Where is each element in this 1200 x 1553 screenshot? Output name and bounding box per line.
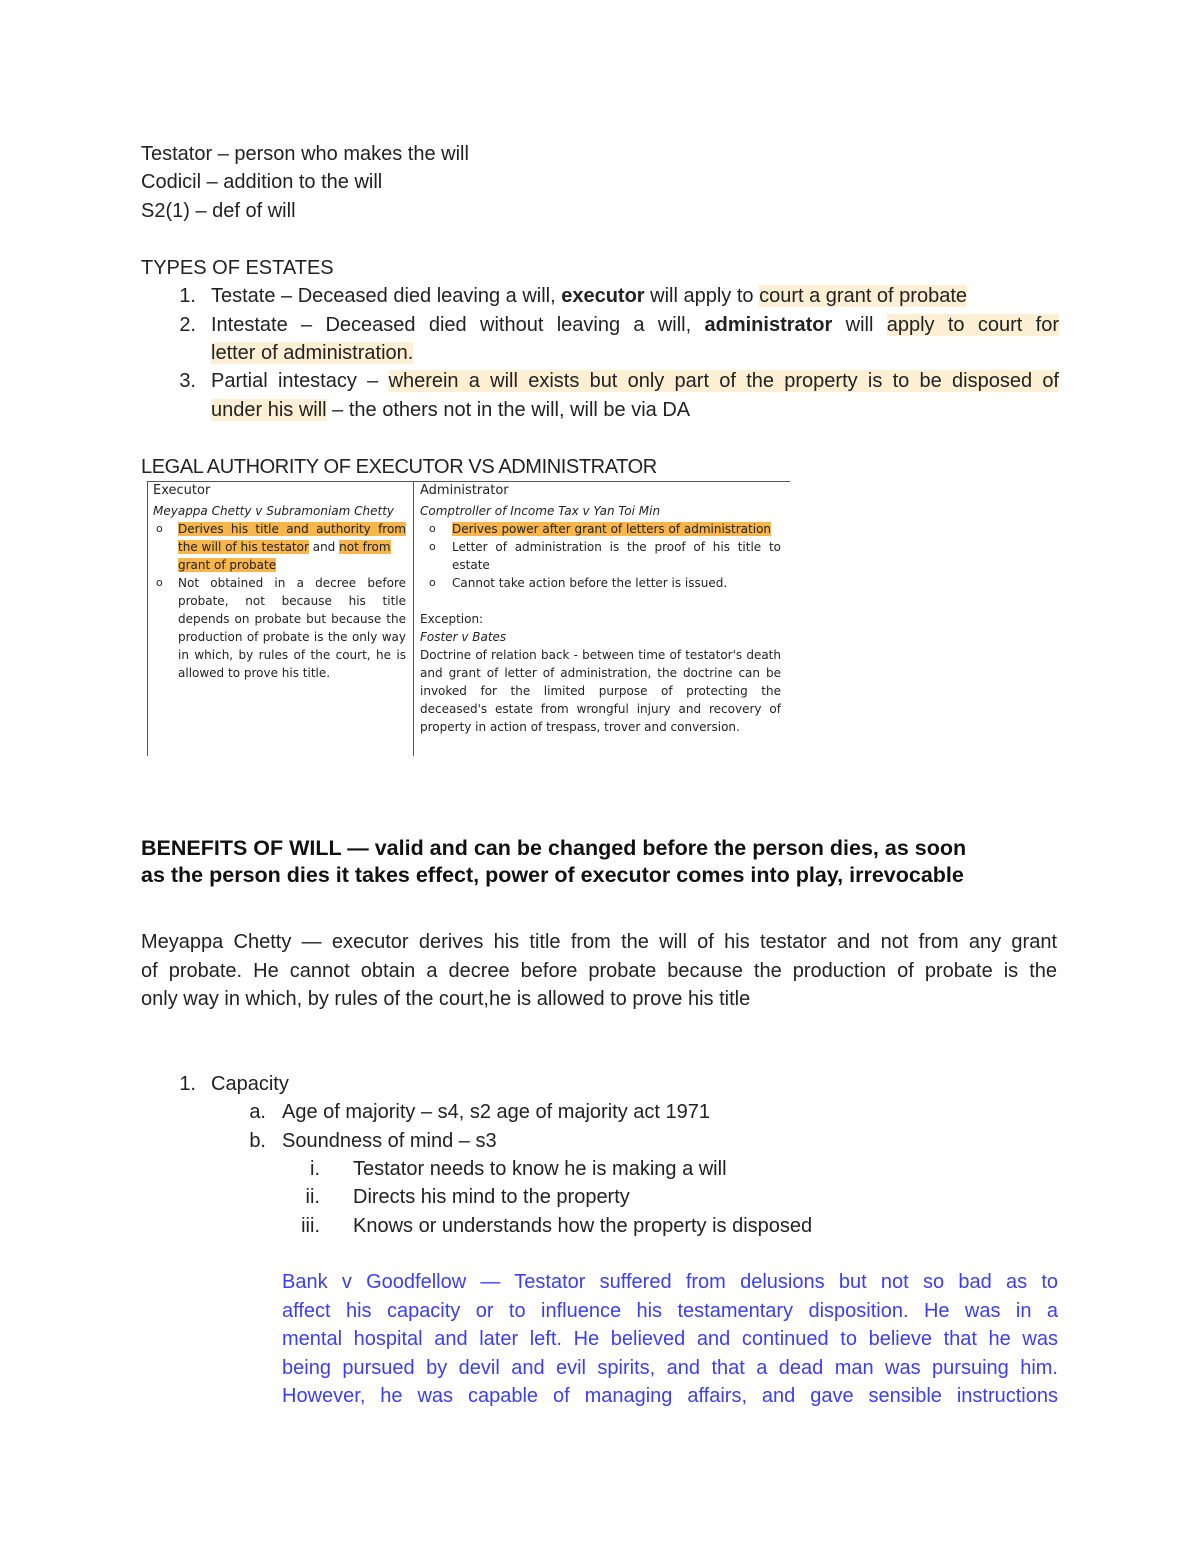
exception-line: Doctrine of relation back - between time of testator's death bbox=[420, 648, 781, 662]
type-1-text: Testate – Deceased died leaving a will, executor will apply to court a grant of probate bbox=[211, 285, 968, 307]
exception-case: Foster v Bates bbox=[420, 630, 507, 644]
administrator-header: Administrator bbox=[420, 483, 509, 498]
meyappa-line-last: only way in which, by rules of the court,he is allowed to prove his title bbox=[141, 988, 751, 1010]
admin-b3: Cannot take action before the letter is issued. bbox=[452, 576, 728, 590]
executor-header: Executor bbox=[153, 483, 211, 498]
bank-goodfellow-paragraph bbox=[282, 1268, 1058, 1411]
bullet-icon: o bbox=[429, 522, 436, 535]
meyappa-paragraph bbox=[141, 928, 1057, 985]
table-left-border bbox=[147, 481, 148, 756]
bank-line: affect his capacity or to influence his testamentary disposition. He was in a bbox=[282, 1299, 1058, 1322]
capacity-sub-text: Directs his mind to the property bbox=[353, 1186, 630, 1208]
type-1-highlight: court a grant of probate bbox=[759, 285, 968, 307]
executor-b2-line: in which, by rules of the court, he is bbox=[178, 648, 406, 662]
type-3-text: Partial intestacy – wherein a will exists but only part of the property is to be disposed of bbox=[211, 370, 1059, 392]
bank-line: being pursued by devil and evil spirits, and that a dead man was pursuing him. bbox=[282, 1356, 1058, 1379]
executor-b2-line: probate, not because his title bbox=[178, 594, 406, 608]
table-column-divider bbox=[413, 481, 414, 756]
exception-line: property in action of trespass, trover and conversion. bbox=[420, 720, 740, 734]
exception-label: Exception: bbox=[420, 612, 484, 626]
bullet-icon: o bbox=[156, 522, 163, 535]
administrator-case: Comptroller of Income Tax v Yan Toi Min bbox=[420, 504, 661, 518]
executor-b2-line: production of probate is the only way bbox=[178, 630, 406, 644]
types-heading: TYPES OF ESTATES bbox=[141, 257, 334, 279]
admin-b2-line2: estate bbox=[452, 558, 490, 572]
bank-line: mental hospital and later left. He believed and continued to believe that he was bbox=[282, 1328, 1058, 1350]
exception-line: invoked for the limited purpose of protecting the bbox=[420, 684, 781, 698]
capacity-number: 1. bbox=[179, 1073, 196, 1095]
exception-line: and grant of letter of administration, the doctrine can be bbox=[420, 666, 781, 680]
executor-b1-line1: Derives his title and authority from bbox=[178, 522, 406, 536]
capacity-b-number: b. bbox=[249, 1130, 266, 1152]
capacity-a-text: Age of majority – s4, s2 age of majority act 1971 bbox=[282, 1101, 710, 1123]
type-1-number: 1. bbox=[179, 285, 196, 307]
capacity-sub-number: i. bbox=[310, 1158, 320, 1180]
capacity-sub-number: ii. bbox=[305, 1186, 320, 1208]
type-2-number: 2. bbox=[179, 314, 196, 336]
benefits-heading-line1: BENEFITS OF WILL — valid and can be changed before the person dies, as soon bbox=[141, 836, 967, 860]
executor-b2-line: depends on probate but because the bbox=[178, 612, 406, 626]
capacity-sub-text: Testator needs to know he is making a will bbox=[353, 1158, 727, 1180]
executor-b2-line: allowed to prove his title. bbox=[178, 666, 331, 680]
executor-vs-administrator-table bbox=[147, 481, 790, 756]
bullet-icon: o bbox=[429, 540, 436, 553]
meyappa-line: Meyappa Chetty — executor derives his title from the will of his testator and not from any grant bbox=[141, 931, 1057, 953]
legal-authority-heading: LEGAL AUTHORITY OF EXECUTOR VS ADMINISTRATOR bbox=[141, 456, 657, 478]
executor-b1-line2: the will of his testator and not from bbox=[178, 540, 391, 554]
type-3-text-cont: under his will – the others not in the will, will be via DA bbox=[211, 399, 691, 421]
type-3-number: 3. bbox=[179, 370, 196, 392]
capacity-b-text: Soundness of mind – s3 bbox=[282, 1130, 497, 1152]
capacity-label: Capacity bbox=[211, 1073, 289, 1095]
admin-b2-line1: Letter of administration is the proof of his title to bbox=[452, 540, 781, 554]
type-2-text: Intestate – Deceased died without leaving a will, administrator will apply to court for bbox=[211, 314, 1059, 336]
executor-case: Meyappa Chetty v Subramoniam Chetty bbox=[153, 504, 395, 518]
bullet-icon: o bbox=[429, 576, 436, 589]
bank-line: Bank v Goodfellow — Testator suffered from delusions but not so bad as to bbox=[282, 1271, 1058, 1293]
table-top-border bbox=[147, 481, 790, 482]
capacity-sub-number: iii. bbox=[301, 1215, 320, 1237]
executor-b1-line3: grant of probate bbox=[178, 558, 277, 572]
executor-b2-line: Not obtained in a decree before bbox=[178, 576, 406, 590]
bullet-icon: o bbox=[156, 576, 163, 589]
bank-line: However, he was capable of managing affairs, and gave sensible instructions bbox=[282, 1385, 1058, 1407]
definition-testator: Testator – person who makes the will bbox=[141, 143, 469, 165]
definition-will: S2(1) – def of will bbox=[141, 200, 296, 222]
definition-codicil: Codicil – addition to the will bbox=[141, 171, 383, 193]
benefits-heading-line2: as the person dies it takes effect, power of executor comes into play, irrevocable bbox=[141, 863, 964, 887]
meyappa-line: of probate. He cannot obtain a decree before probate because the production of probate is the bbox=[141, 959, 1057, 982]
capacity-a-number: a. bbox=[249, 1101, 266, 1123]
admin-b1: Derives power after grant of letters of administration bbox=[452, 522, 772, 536]
type-2-text-cont: letter of administration. bbox=[211, 342, 414, 364]
exception-line: deceased's estate from wrongful injury and recovery of bbox=[420, 702, 781, 716]
capacity-sub-text: Knows or understands how the property is disposed bbox=[353, 1215, 813, 1237]
